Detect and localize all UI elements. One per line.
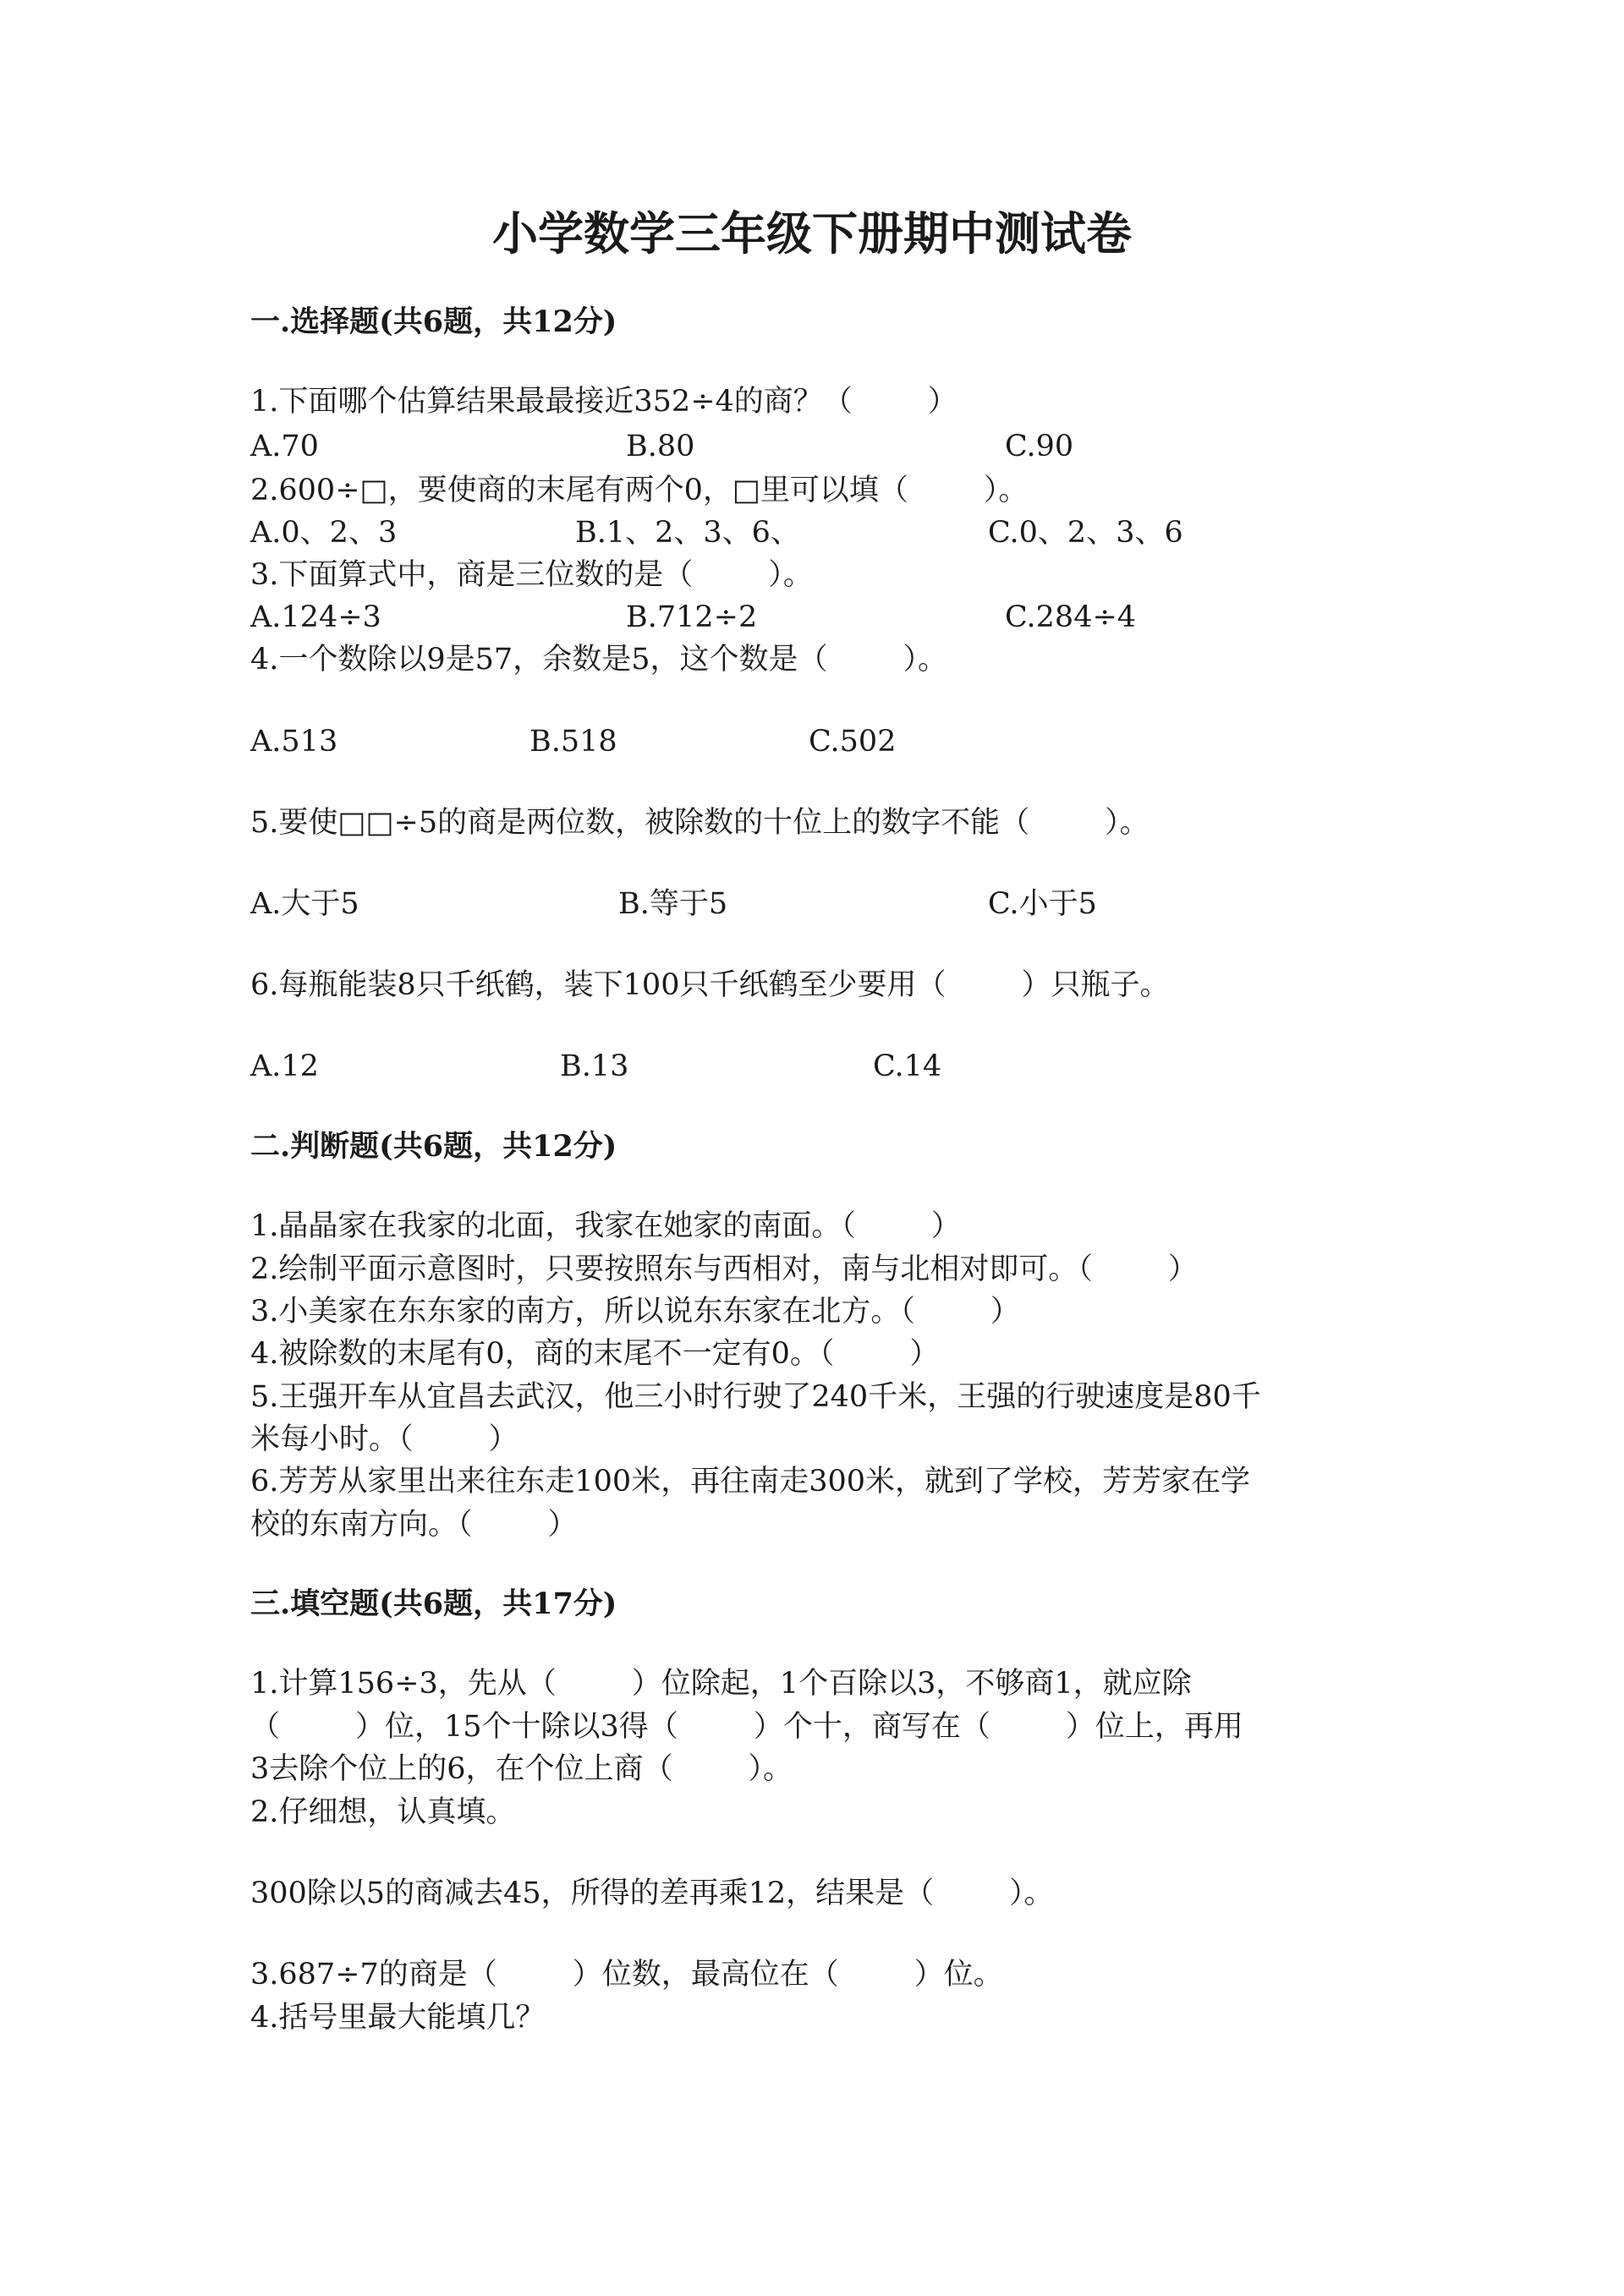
question-6-stem: 6.每瓶能装8只千纸鹤，装下100只千纸鹤至少要用（ ）只瓶子。 [250,968,1170,1002]
section-heading-choice: 一.选择题(共6题，共12分) [250,304,617,339]
fill-line-3: 3.687÷7的商是（ ）位数，最高位在（ ）位。 [250,1958,1003,1992]
question-4-stem: 4.一个数除以9是57，余数是5，这个数是（ ）。 [250,643,947,677]
section-heading-fill: 三.填空题(共6题，共17分) [250,1586,617,1621]
fill-line-2b: 300除以5的商减去45，所得的差再乘12，结果是（ ）。 [250,1877,1054,1910]
question-2-option-c: C.0、2、3、6 [988,516,1183,550]
judgement-line-3: 3.小美家在东东家的南方，所以说东东家在北方。（ ） [250,1295,1020,1329]
question-4-option-a: A.513 [250,725,338,759]
question-5-option-c: C.小于5 [988,887,1097,921]
judgement-line-5b: 米每小时。（ ） [250,1422,518,1456]
question-2-stem: 2.600÷□，要使商的末尾有两个0，□里可以填（ ）。 [250,474,1029,507]
question-2-option-b: B.1、2、3、6、 [575,516,800,550]
judgement-line-6b: 校的东南方向。（ ） [250,1508,578,1542]
question-3-option-a: A.124÷3 [250,600,381,634]
question-3-option-c: C.284÷4 [1005,600,1137,634]
question-4-option-b: B.518 [529,725,617,759]
fill-line-1b: （ ）位，15个十除以3得（ ）个十，商写在（ ）位上，再用 [250,1710,1243,1744]
question-6-option-a: A.12 [250,1049,319,1083]
question-1-option-c: C.90 [1005,430,1074,463]
question-1-stem: 1.下面哪个估算结果最最接近352÷4的商？（ ） [250,385,957,419]
judgement-line-2: 2.绘制平面示意图时，只要按照东与西相对，南与北相对即可。（ ） [250,1252,1198,1286]
judgement-line-1: 1.晶晶家在我家的北面，我家在她家的南面。（ ） [250,1209,961,1243]
judgement-line-5a: 5.王强开车从宜昌去武汉，他三小时行驶了240千米，王强的行驶速度是80千 [250,1380,1261,1414]
question-5-option-a: A.大于5 [250,887,359,921]
question-6-option-b: B.13 [560,1049,629,1083]
fill-line-1c: 3去除个位上的6，在个位上商（ ）。 [250,1752,793,1786]
question-4-option-c: C.502 [809,725,897,759]
page-title: 小学数学三年级下册期中测试卷 [492,206,1132,260]
question-2-option-a: A.0、2、3 [250,516,398,550]
question-6-option-c: C.14 [873,1049,942,1083]
question-3-stem: 3.下面算式中，商是三位数的是（ ）。 [250,558,813,592]
judgement-line-6a: 6.芳芳从家里出来往东走100米，再往南走300米，就到了学校，芳芳家在学 [250,1465,1251,1499]
question-5-option-b: B.等于5 [618,887,728,921]
fill-line-2a: 2.仔细想，认真填。 [250,1795,516,1829]
question-1-option-a: A.70 [250,430,319,463]
question-5-stem: 5.要使□□÷5的商是两位数，被除数的十位上的数字不能（ ）。 [250,806,1149,840]
fill-line-4: 4.括号里最大能填几？ [250,2001,546,2035]
question-3-option-b: B.712÷2 [626,600,758,634]
fill-line-1a: 1.计算156÷3，先从（ ）位除起，1个百除以3，不够商1，就应除 [250,1667,1192,1701]
question-1-option-b: B.80 [626,430,695,463]
section-heading-judgement: 二.判断题(共6题，共12分) [250,1129,617,1164]
judgement-line-4: 4.被除数的末尾有0，商的末尾不一定有0。（ ） [250,1337,940,1371]
